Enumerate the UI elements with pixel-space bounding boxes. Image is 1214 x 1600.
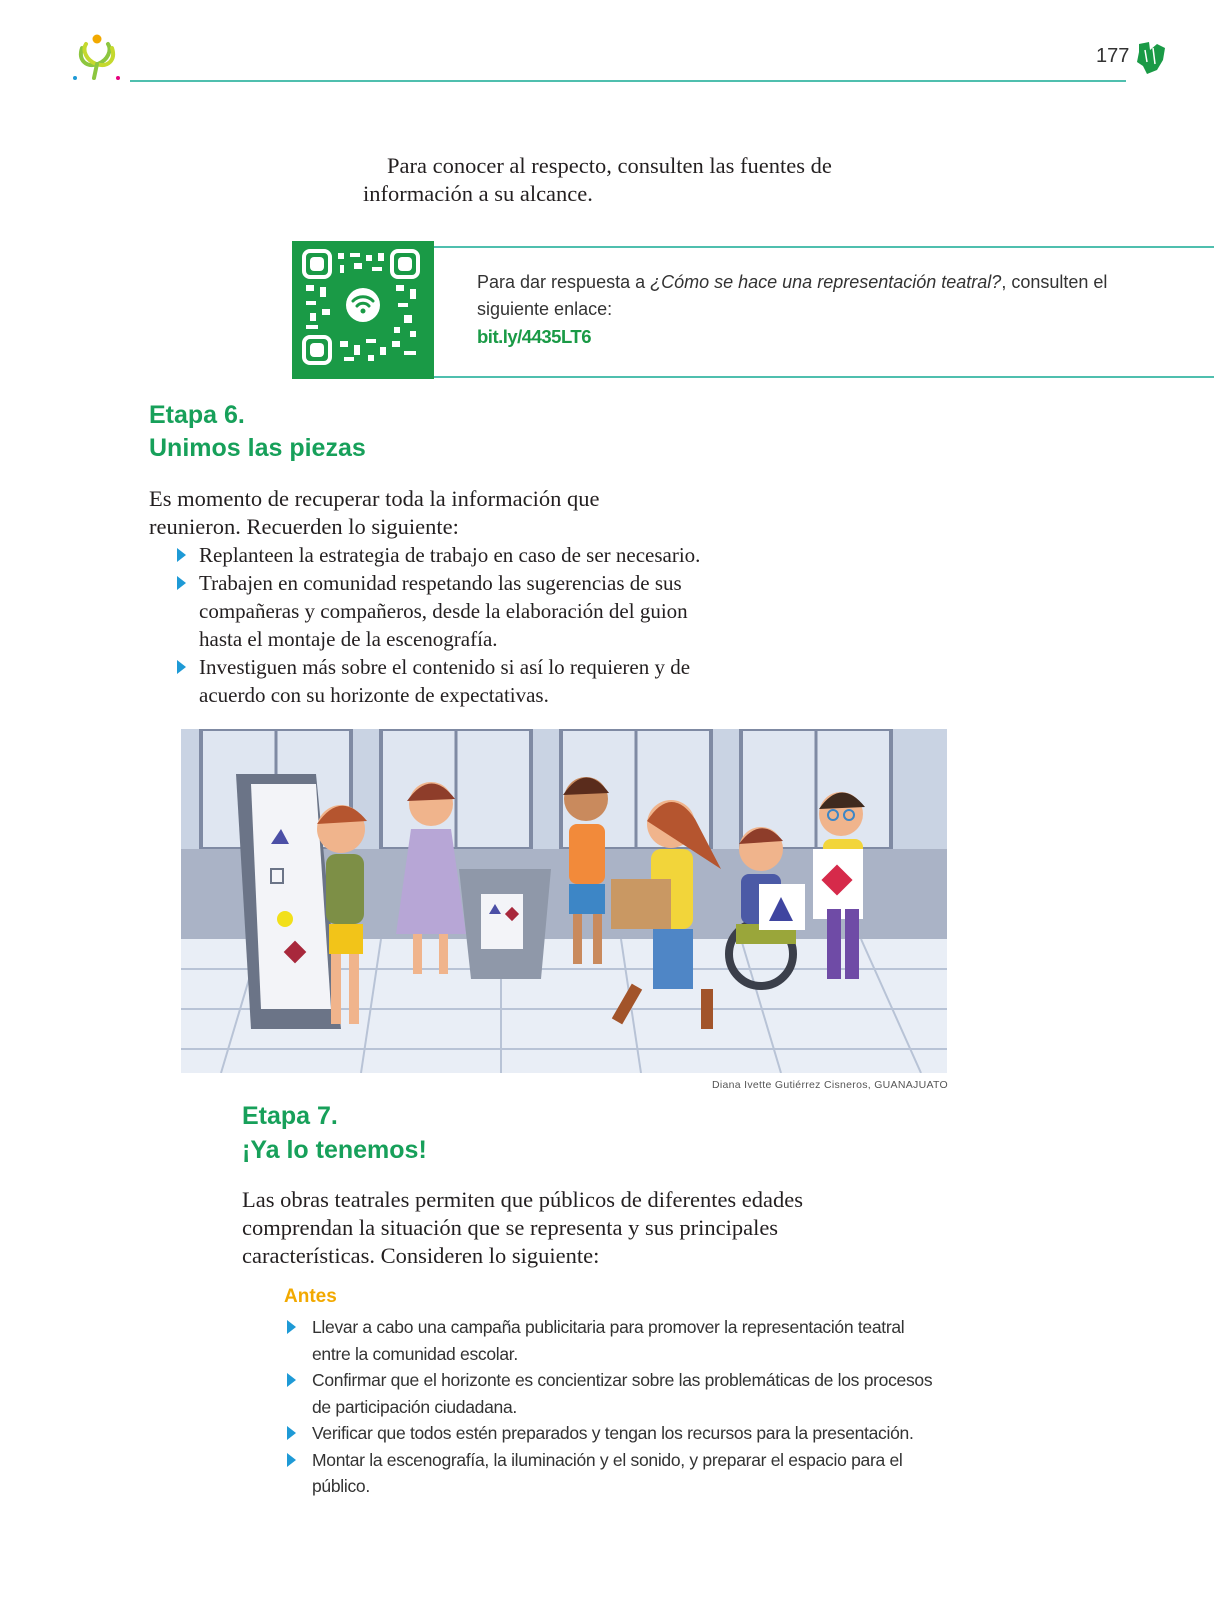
- list-item: Llevar a cabo una campaña publicitaria para promover la representación teatral entre la comunidad escolar.: [284, 1314, 944, 1367]
- list-item: Replanteen la estrategia de trabajo en caso de ser necesario.: [149, 541, 709, 569]
- stage6-subtitle: Unimos las piezas: [149, 434, 366, 462]
- bullet-arrow-icon: [287, 1373, 296, 1387]
- list-item: Confirmar que el horizonte es concientizar sobre las problemáticas de los procesos de participación ciudadana.: [284, 1367, 944, 1420]
- bullet-arrow-icon: [287, 1320, 296, 1334]
- illustration-credit: Diana Ivette Gutiérrez Cisneros, GUANAJUATO: [712, 1079, 948, 1091]
- qr-instructions: Para dar respuesta a ¿Cómo se hace una representación teatral?, consulten el siguiente enlace: bit.ly/4435LT6: [477, 269, 1177, 350]
- section-badge-icon: [1135, 40, 1167, 76]
- series-logo-icon: [72, 34, 124, 84]
- qr-top-rule: [434, 246, 1214, 248]
- qr-link[interactable]: bit.ly/4435LT6: [477, 326, 591, 347]
- bullet-arrow-icon: [287, 1453, 296, 1467]
- stage6-title: Etapa 6.: [149, 401, 245, 429]
- bullet-arrow-icon: [177, 576, 186, 590]
- intro-paragraph: Para conocer al respecto, consulten las fuentes de información a su alcance.: [363, 153, 832, 206]
- antes-subheading: Antes: [284, 1286, 337, 1307]
- header-rule: [130, 80, 1126, 82]
- qr-code-icon[interactable]: [292, 241, 434, 379]
- list-item: Investiguen más sobre el contenido si así lo requieren y de acuerdo con su horizonte de expectativas.: [149, 653, 709, 709]
- page-number: 177: [1096, 45, 1130, 67]
- list-item: Verificar que todos estén preparados y tengan los recursos para la presentación.: [284, 1420, 944, 1447]
- stage6-bullet-list: [149, 541, 709, 709]
- list-item: Trabajen en comunidad respetando las sugerencias de sus compañeras y compañeros, desde la elaboración del guion hasta el montaje de la escenografía.: [149, 569, 709, 653]
- children-building-set-illustration: [181, 729, 947, 1073]
- stage6-paragraph: Es momento de recuperar toda la información que reunieron. Recuerden lo siguiente:: [149, 486, 600, 539]
- stage7-title: Etapa 7.: [242, 1102, 338, 1130]
- stage7-bullet-list: [284, 1314, 944, 1500]
- stage7-paragraph: Las obras teatrales permiten que públicos de diferentes edades comprendan la situación que se representa y sus principales características. Consideren lo siguiente:: [242, 1187, 804, 1268]
- bullet-arrow-icon: [177, 548, 186, 562]
- bullet-arrow-icon: [287, 1426, 296, 1440]
- bullet-arrow-icon: [177, 660, 186, 674]
- stage7-subtitle: ¡Ya lo tenemos!: [242, 1136, 427, 1164]
- list-item: Montar la escenografía, la iluminación y el sonido, y preparar el espacio para el público.: [284, 1447, 944, 1500]
- qr-callout: [292, 241, 1214, 379]
- qr-bottom-rule: [434, 376, 1214, 378]
